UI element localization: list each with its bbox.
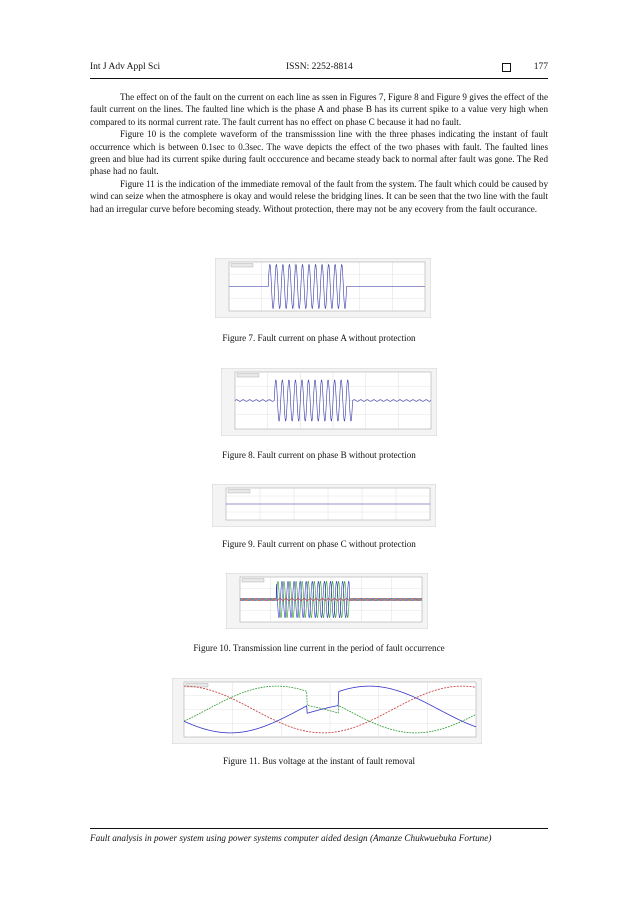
legend-box: [231, 264, 253, 268]
figure-10-plot: [226, 573, 428, 629]
legend-box: [242, 579, 264, 583]
body-text: [90, 91, 548, 215]
figure-8-chart: [221, 368, 437, 436]
header-divider: [90, 78, 548, 79]
page-number: 177: [533, 62, 548, 72]
figure-7-caption: Figure 7. Fault current on phase A without protection: [222, 333, 416, 343]
figure-11-chart: [172, 678, 482, 744]
square-bullet-icon: [502, 63, 511, 72]
footer-divider: [90, 828, 548, 829]
journal-name: Int J Adv Appl Sci: [90, 62, 161, 72]
figure-8-plot: [221, 368, 437, 436]
figure-7-chart: [215, 258, 431, 318]
figure-9-caption: Figure 9. Fault current on phase C without protection: [222, 539, 416, 549]
legend-box: [186, 684, 208, 688]
legend-box: [228, 490, 250, 494]
page-header: [90, 62, 548, 76]
figure-11-plot: [172, 678, 482, 744]
figure-10-chart: [226, 573, 428, 629]
figure-11-caption: Figure 11. Bus voltage at the instant of fault removal: [222, 756, 416, 766]
paragraph-3: Figure 11 is the indication of the immediate removal of the fault from the system. The fault which could be caused by wind can seize when the atmosphere is okay and would relese the bridging lines. It can be seen that the two line with the fault had an irregular curve before becoming steady. Without protection, there may not be any ecovery from the fault occurance.: [90, 178, 548, 214]
figure-9-plot: [212, 484, 436, 527]
issn: ISSN: 2252-8814: [286, 62, 353, 72]
paragraph-1: The effect on of the fault on the current on each line as ssen in Figures 7, Figure 8 and Figure 9 gives the effect of the fault current on the lines. The faulted line which is the phase A and phase B has its current spike to a value very high when compared to its normal current rate. The fault current has no effect on phase C because it had no fault.: [90, 92, 548, 127]
paragraph-2: Figure 10 is the complete waveform of the transmisssion line with the three phases indicating the instant of fault occurrence which is between 0.1sec to 0.3sec. The wave depicts the effect of the two phases with fault. The faulted lines green and blue had its current spike during fault occcurence and became steady back to normal after fault was gone. The Red phase had no fault.: [90, 129, 548, 177]
figure-7-plot: [215, 258, 431, 318]
page-footer: Fault analysis in power system using power systems computer aided design (Amanze Chukwuebuka Fortune): [90, 833, 492, 843]
legend-box: [237, 374, 259, 378]
figure-9-chart: [212, 484, 436, 527]
figure-10-caption: Figure 10. Transmission line current in the period of fault occurrence: [193, 643, 445, 653]
figure-8-caption: Figure 8. Fault current on phase B without protection: [222, 450, 416, 460]
